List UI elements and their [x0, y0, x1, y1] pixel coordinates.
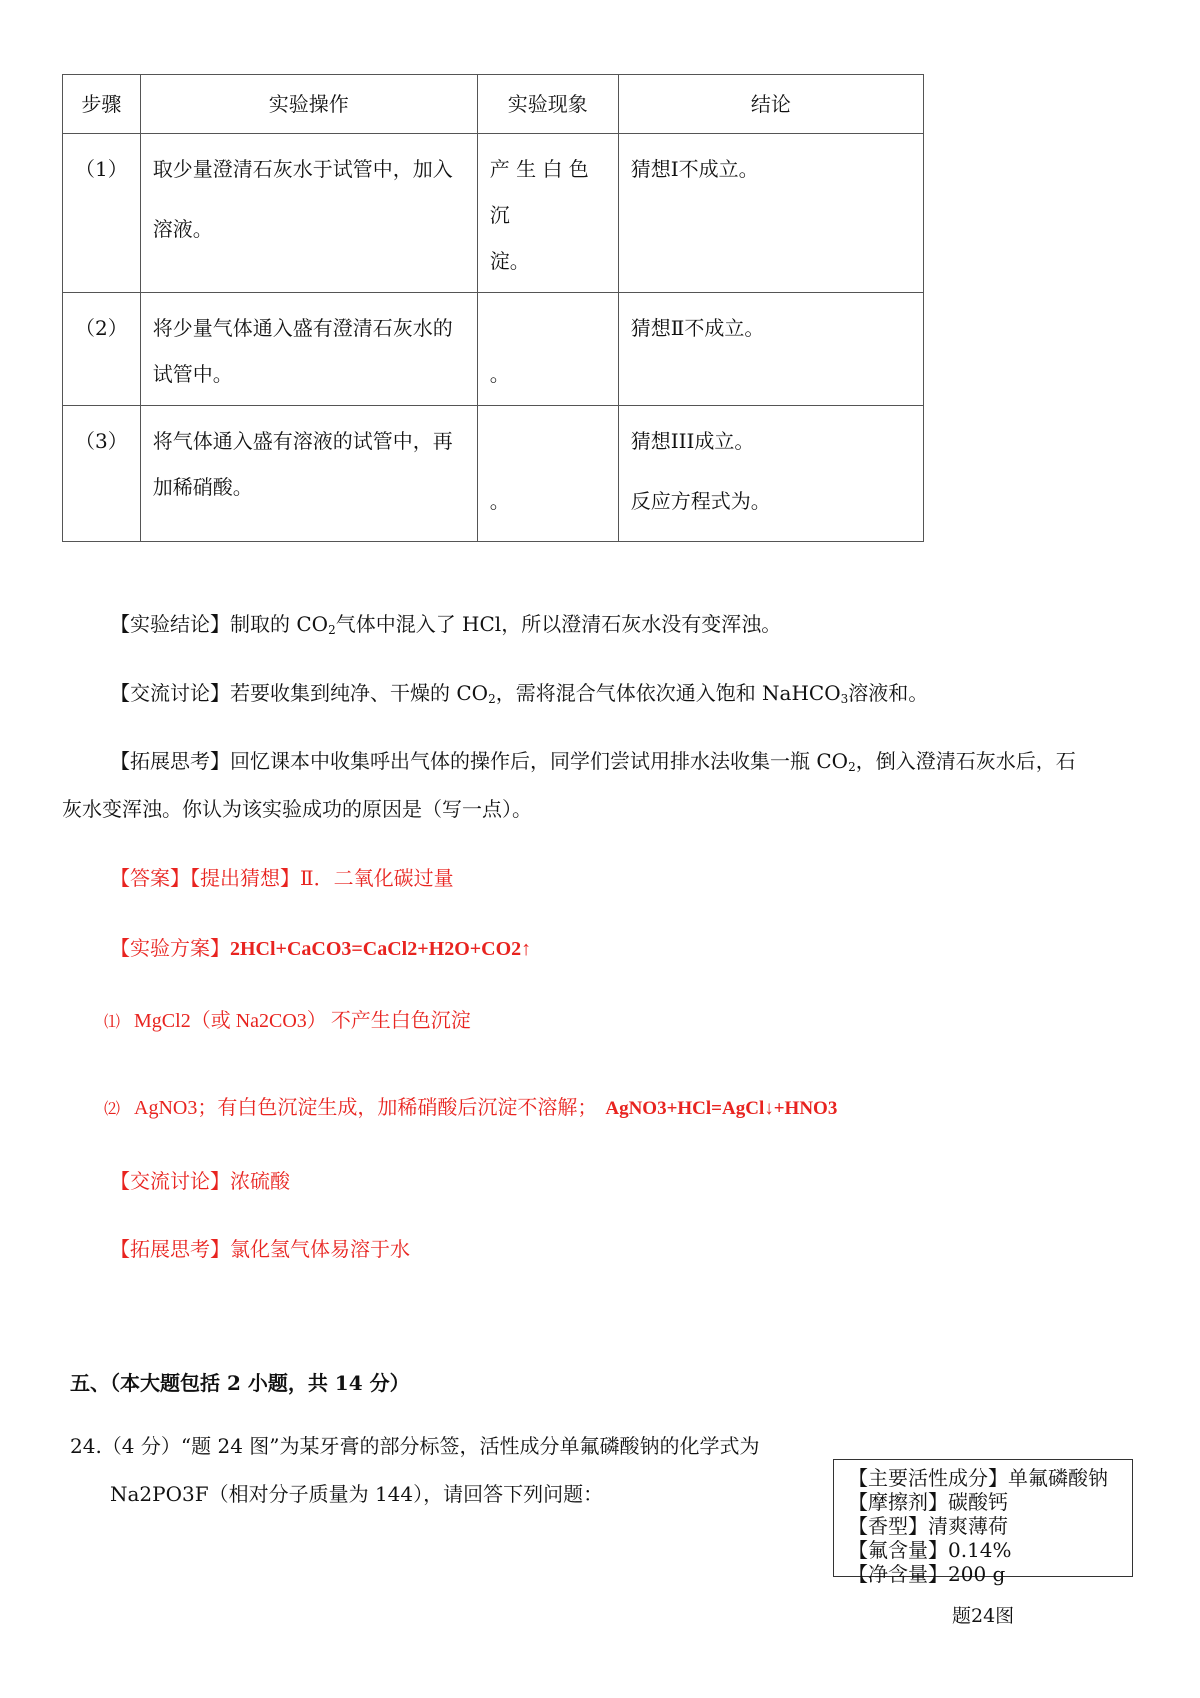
conclusion-line: 猜想Ⅱ不成立。 — [630, 316, 765, 340]
conclusion-line: 猜想Ⅰ不成立。 — [630, 157, 759, 181]
operation-cell — [140, 406, 477, 542]
conclusion-line: 猜想III成立。 — [630, 429, 755, 453]
conclusion-cell — [618, 406, 923, 542]
phenomenon-line: 淀。 — [489, 249, 530, 273]
figure-caption: 题24图 — [952, 1605, 1015, 1627]
table-header-row — [63, 75, 924, 134]
extension-text-pre: 回忆课本中收集呼出气体的操作后，同学们尝试用排水法收集一瓶 CO — [230, 749, 849, 773]
conclusion-text-pre: 制取的 CO — [230, 612, 329, 636]
answer-step-1-formula: MgCl2（或 Na2CO3） — [134, 1010, 327, 1032]
label-line: 【香型】清爽薄荷 — [848, 1514, 1008, 1538]
answer-step-2-text: ；有白色沉淀生成，加稀硝酸后沉淀不溶解； — [197, 1095, 598, 1119]
answer-plan — [110, 932, 531, 961]
answer-step-1-text: 不产生白色沉淀 — [330, 1008, 471, 1032]
table-row — [63, 134, 924, 293]
question-24-line-1: 24.（4 分）“题 24 图”为某牙膏的部分标签，活性成分单氟磷酸钠的化学式为 — [70, 1434, 760, 1458]
conclusion-cell — [618, 293, 923, 406]
answer-extension: 【拓展思考】氯化氢气体易溶于水 — [110, 1237, 410, 1261]
operation-line: 将气体通入盛有溶液的试管中，再 — [152, 429, 453, 453]
step-cell: （2） — [63, 293, 141, 406]
step-cell: （1） — [63, 134, 141, 293]
header-step: 步骤 — [63, 75, 141, 134]
answer-step-2-equation: AgNO3+HCl=AgCl↓+HNO3 — [605, 1098, 838, 1119]
header-conclusion: 结论 — [618, 75, 923, 134]
table-row — [63, 293, 924, 406]
table-row — [63, 406, 924, 542]
conclusion-cell — [618, 134, 923, 293]
operation-line: 加稀硝酸。 — [152, 475, 253, 499]
phenomenon-cell — [477, 406, 618, 542]
conclusion-tag: 【实验结论】 — [110, 612, 230, 636]
discussion-subscript: 3 — [840, 692, 849, 706]
conclusion-subscript: 2 — [328, 623, 336, 637]
operation-line: 溶液。 — [152, 217, 213, 241]
question-24-line-2: Na2PO3F（相对分子质量为 144），请回答下列问题： — [110, 1482, 604, 1506]
answer-plan-equation: 2HCl+CaCO3=CaCl2+H2O+CO2↑ — [230, 938, 532, 960]
discussion-text-post: 溶液和。 — [848, 681, 929, 705]
operation-line: 试管中。 — [152, 362, 233, 386]
discussion-text-pre: 若要收集到纯净、干燥的 CO — [230, 681, 489, 705]
answer-step-1-number: ⑴ — [104, 1012, 121, 1031]
extension-tag: 【拓展思考】 — [110, 749, 230, 773]
phenomenon-cell — [477, 293, 618, 406]
conclusion-text-post: 气体中混入了 HCl，所以澄清石灰水没有变浑浊。 — [335, 612, 782, 636]
operation-cell — [140, 293, 477, 406]
label-line: 【净含量】200 g — [848, 1562, 1006, 1586]
step-cell: （3） — [63, 406, 141, 542]
experiment-table — [62, 74, 924, 542]
discussion-text-mid: ，需将混合气体依次通入饱和 NaHCO — [495, 681, 841, 705]
conclusion-line: 反应方程式为。 — [630, 489, 771, 513]
extension-line-2: 灰水变浑浊。你认为该实验成功的原因是（写一点）。 — [62, 797, 532, 821]
phenomenon-line: 产 生 白 色 沉 — [489, 157, 589, 227]
answer-plan-tag: 【实验方案】 — [110, 936, 230, 960]
answer-step-1 — [104, 1004, 471, 1033]
extension-text-post: ，倒入澄清石灰水后，石 — [855, 749, 1076, 773]
discussion-paragraph — [110, 677, 928, 706]
phenomenon-line: 。 — [489, 362, 510, 386]
operation-line: 取少量澄清石灰水于试管中，加入 — [152, 157, 453, 181]
extension-subscript: 2 — [848, 760, 856, 774]
answer-discussion: 【交流讨论】浓硫酸 — [110, 1169, 290, 1193]
header-operation: 实验操作 — [140, 75, 477, 134]
operation-line: 将少量气体通入盛有澄清石灰水的 — [152, 316, 453, 340]
answer-step-2 — [104, 1091, 837, 1120]
discussion-tag: 【交流讨论】 — [110, 681, 230, 705]
answer-step-2-formula: AgNO3 — [134, 1097, 198, 1119]
extension-line-1 — [110, 745, 1076, 774]
label-line: 【摩擦剂】碳酸钙 — [848, 1490, 1008, 1514]
operation-cell — [140, 134, 477, 293]
experiment-conclusion — [110, 608, 781, 637]
discussion-subscript: 2 — [488, 692, 496, 706]
phenomenon-line: 。 — [489, 489, 510, 513]
answer-step-2-number: ⑵ — [104, 1099, 121, 1118]
phenomenon-cell — [477, 134, 618, 293]
toothpaste-label — [833, 1459, 1133, 1586]
label-line: 【主要活性成分】单氟磷酸钠 — [848, 1466, 1108, 1490]
header-phenomenon: 实验现象 — [477, 75, 618, 134]
section-title: 五、（本大题包括 2 小题，共 14 分） — [70, 1371, 410, 1395]
label-line: 【氟含量】0.14% — [848, 1538, 1012, 1562]
answer-hypothesis: 【答案】【提出猜想】Ⅱ．二氧化碳过量 — [110, 866, 454, 890]
